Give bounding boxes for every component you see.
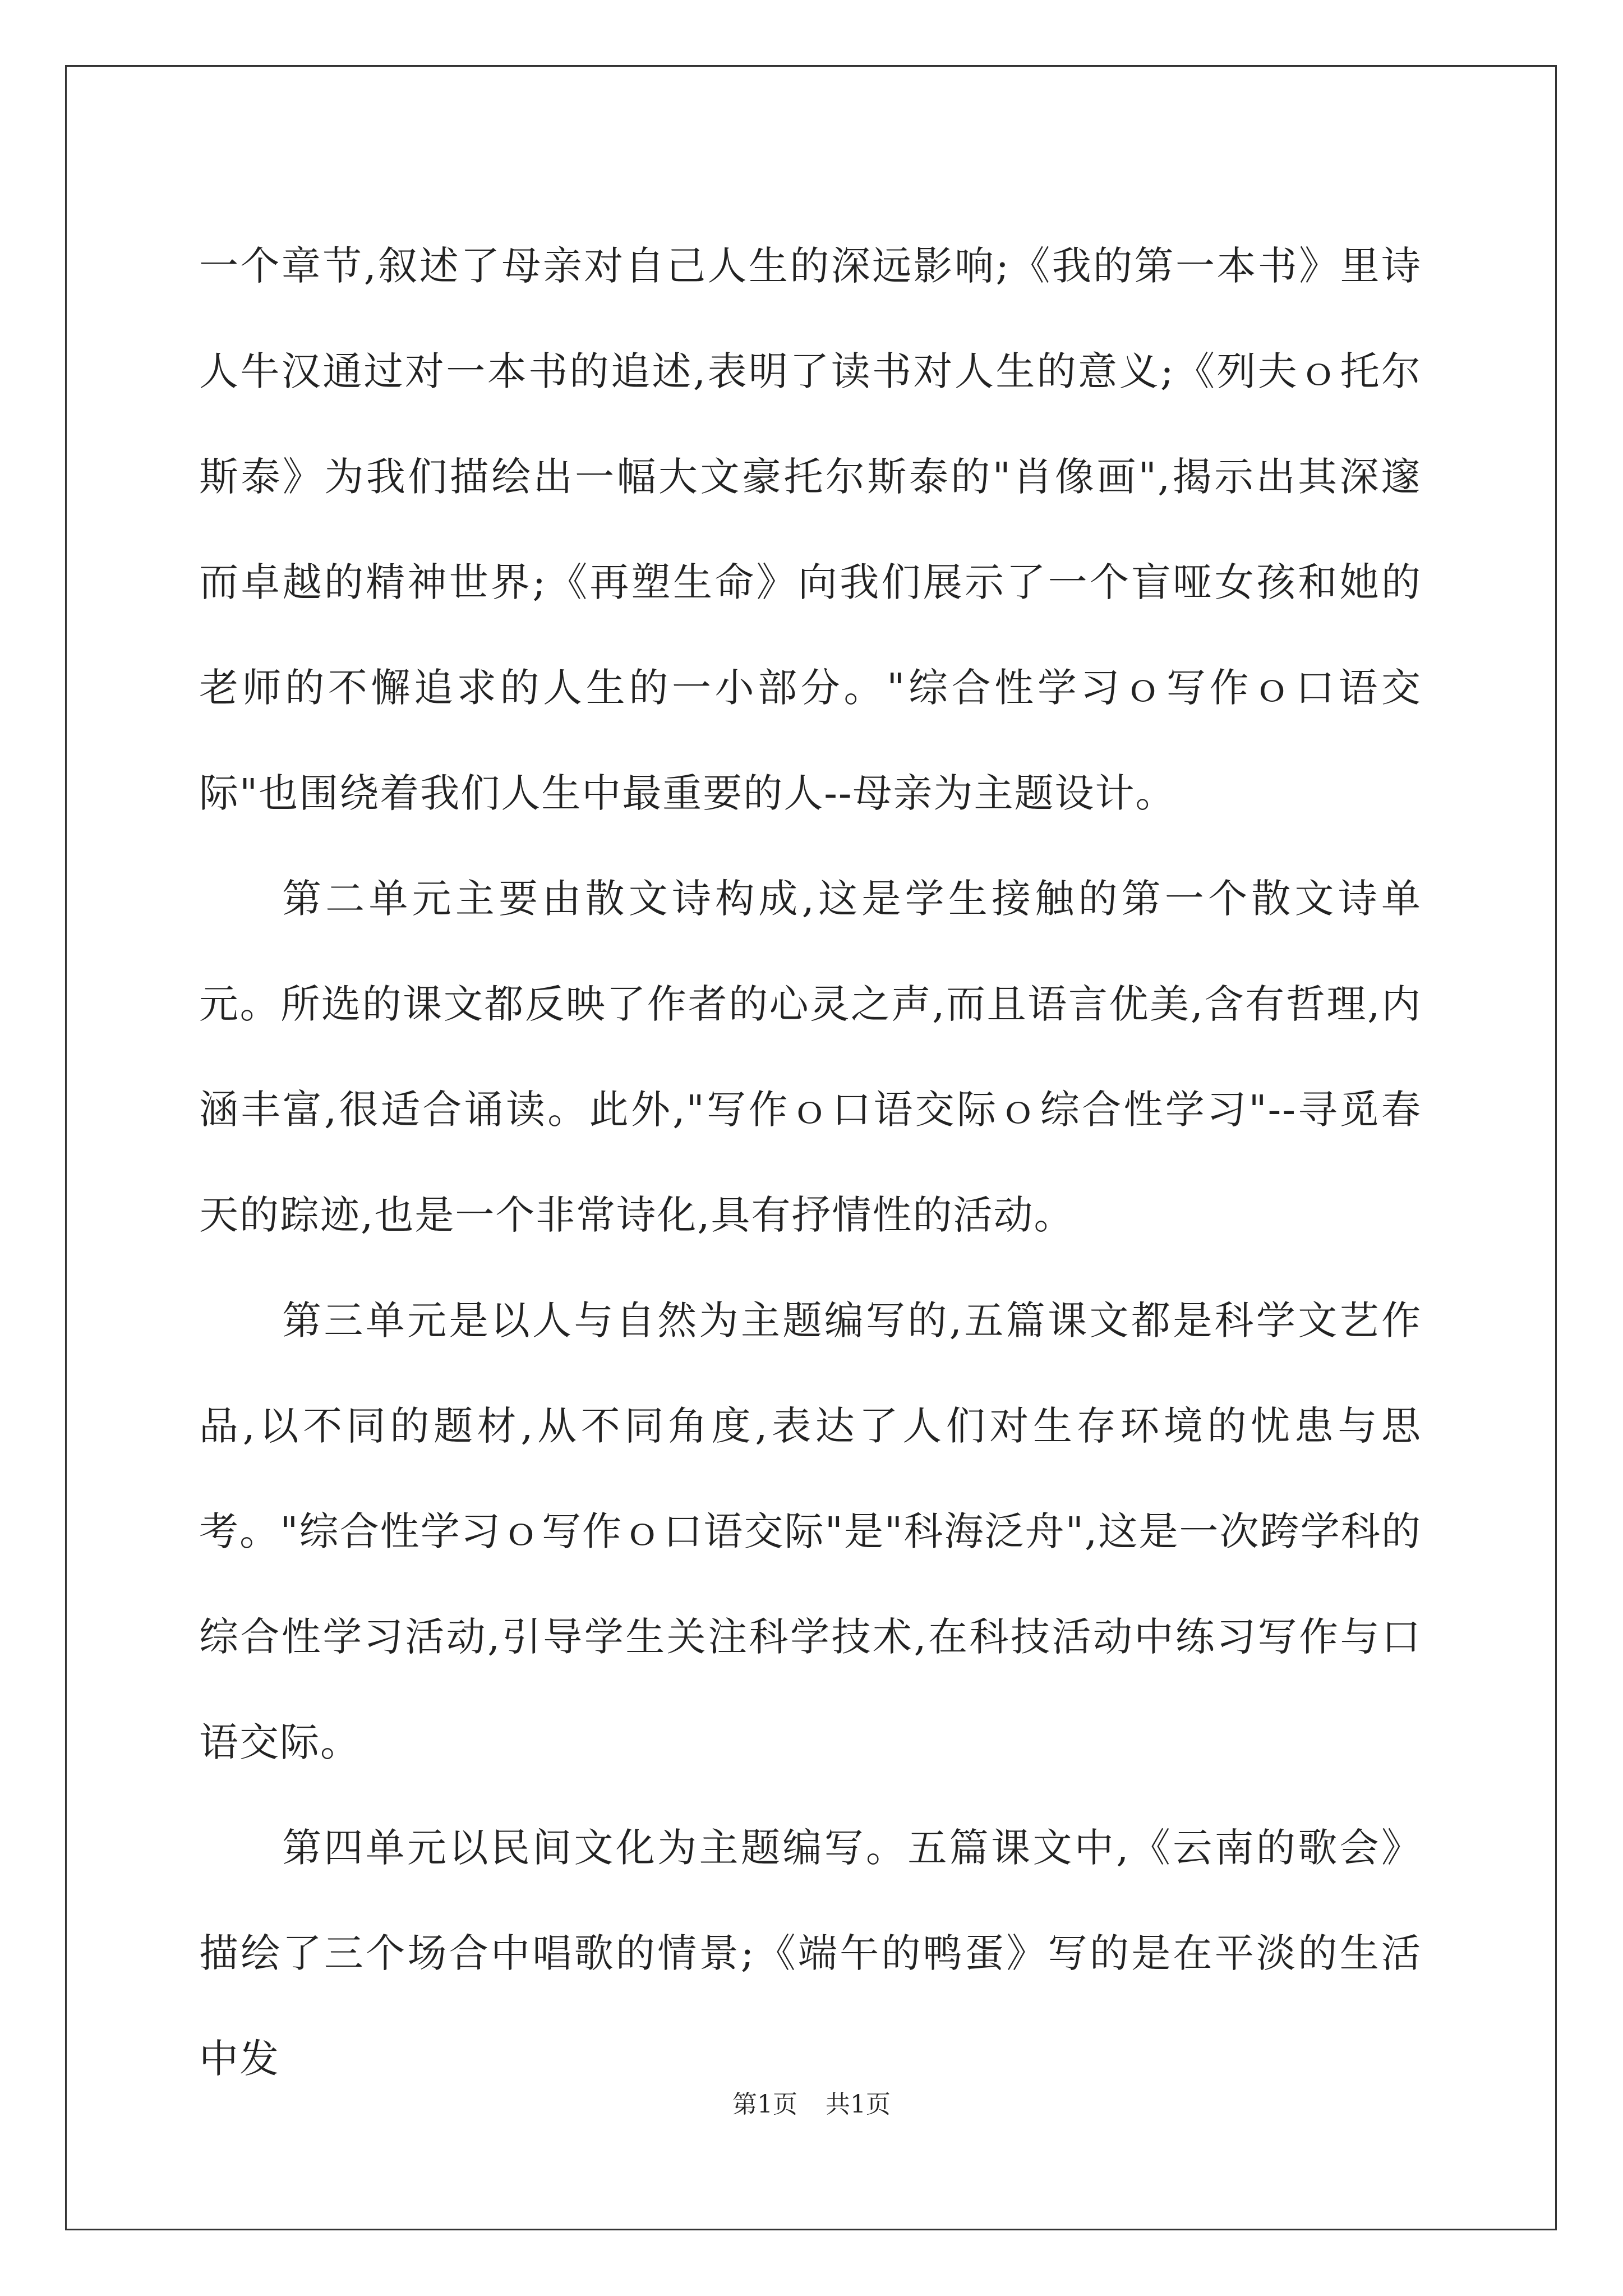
page-number: 第1页 — [732, 2090, 797, 2119]
paragraph-4: 第四单元以民间文化为主题编写。五篇课文中,《云南的歌会》描绘了三个场合中唱歌的情景;《端午的鸭蛋》写的是在平淡的生活中发 — [199, 1825, 1422, 2082]
document-body — [199, 213, 1422, 2111]
paragraph-1: 一个章节,叙述了母亲对自己人生的深远影响;《我的第一本书》里诗人牛汉通过对一本书的追述,表明了读书对人生的意义;《列夫ｏ托尔斯泰》为我们描绘出一幅大文豪托尔斯泰的"肖像画",揭示出其深邃而卓越的精神世界;《再塑生命》向我们展示了一个盲哑女孩和她的老师的不懈追求的人生的一小部分。"综合性学习ｏ写作ｏ口语交际"也围绕着我们人生中最重要的人--母亲为主题设计。 — [199, 243, 1422, 816]
page-total: 共1页 — [826, 2090, 891, 2119]
paragraph-3: 第三单元是以人与自然为主题编写的,五篇课文都是科学文艺作品,以不同的题材,从不同角度,表达了人们对生存环境的忧患与思考。"综合性学习ｏ写作ｏ口语交际"是"科海泛舟",这是一次跨学科的综合性学习活动,引导学生关注科学技术,在科技活动中练习写作与口语交际。 — [199, 1297, 1422, 1765]
page-footer — [0, 2084, 1623, 2120]
paragraph-2: 第二单元主要由散文诗构成,这是学生接触的第一个散文诗单元。所选的课文都反映了作者的心灵之声,而且语言优美,含有哲理,内涵丰富,很适合诵读。此外,"写作ｏ口语交际ｏ综合性学习"--寻觅春天的踪迹,也是一个非常诗化,具有抒情性的活动。 — [199, 876, 1422, 1238]
